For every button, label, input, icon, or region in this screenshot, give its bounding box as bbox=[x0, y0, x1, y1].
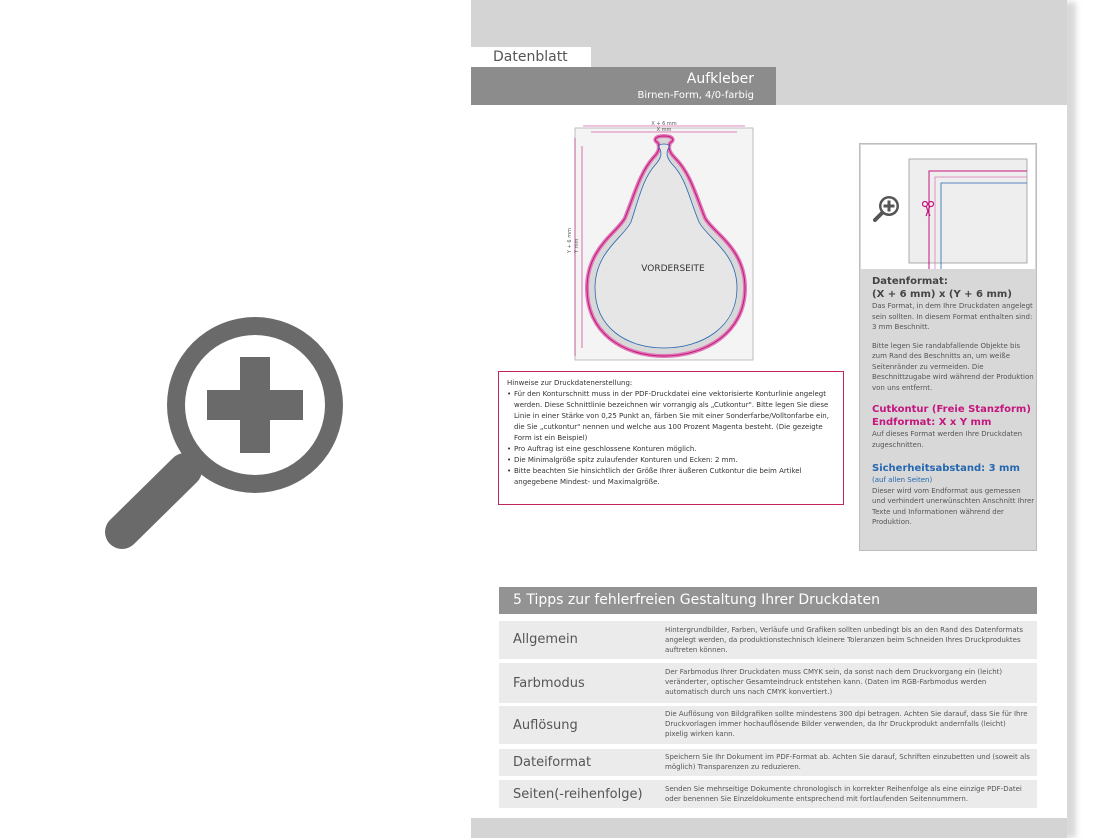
tip-label: Auflösung bbox=[513, 718, 578, 733]
product-title-band bbox=[471, 67, 776, 105]
end-format-text: Auf dieses Format werden Ihre Druckdaten zugeschnitten. bbox=[872, 430, 1023, 449]
pear-template-diagram bbox=[565, 118, 765, 363]
sheet-bottom-band bbox=[471, 818, 1067, 838]
safety-sub: (auf allen Seiten) bbox=[872, 476, 933, 484]
dim-x-inner: X mm bbox=[656, 127, 672, 133]
format-heading: Datenformat: bbox=[872, 276, 948, 287]
datasheet-tab: Datenblatt bbox=[471, 47, 591, 67]
bleed-text: Bitte legen Sie randabfallende Objekte bis zum Rand des Beschnitts an, um weiße Seitenränder zu vermeiden. Die Beschnittzugabe wird während der Produktion von uns entfernt. bbox=[872, 341, 1034, 392]
side-label: VORDERSEITE bbox=[641, 264, 705, 274]
magnifier-plus-icon[interactable] bbox=[100, 300, 360, 560]
tips-row bbox=[499, 663, 1037, 703]
dim-y-outer: Y + 6 mm bbox=[567, 228, 573, 253]
notes-item: • Pro Auftrag ist eine geschlossene Konturen möglich. bbox=[507, 444, 835, 455]
tip-label: Allgemein bbox=[513, 632, 578, 647]
format-value: (X + 6 mm) x (Y + 6 mm) bbox=[872, 289, 1012, 300]
magnifier-plus-icon[interactable] bbox=[872, 194, 902, 224]
product-subtitle: Birnen-Form, 4/0-farbig bbox=[637, 90, 754, 101]
tip-text: Senden Sie mehrseitige Dokumente chronologisch in korrekter Reihenfolge als eine einzige PDF-Datei oder benennen Sie Einzeldokumente entsprechend mit fortlaufenden Seitennummern. bbox=[665, 785, 1022, 803]
dim-y-inner: Y mm bbox=[574, 238, 580, 253]
product-title: Aufkleber bbox=[686, 71, 754, 87]
format-text: Das Format, in dem Ihre Druckdaten angelegt sein sollten. In diesem Format enthalten sind: 3 mm Beschnitt. bbox=[872, 302, 1033, 331]
tip-label: Dateiformat bbox=[513, 755, 592, 770]
tips-row bbox=[499, 780, 1037, 808]
tips-heading: 5 Tipps zur fehlerfreien Gestaltung Ihrer Druckdaten bbox=[499, 587, 1037, 614]
end-format: Endformat: X x Y mm bbox=[872, 417, 992, 428]
notes-item: • Für den Konturschnitt muss in der PDF-Druckdatei eine vektorisierte Konturlinie angelegt werden. Diese Schnittlinie bezeichnen wir vorrangig als „Cutkontur". Bitte legen Sie diese Linie in einer Stärke von 0,25 Punkt an, färben Sie mit einer Sonderfarbe/Volltonfarbe ein, die Sie „cutkontur" nennen und welche aus 100 Prozent Magenta besteht. (Die gezeigte Form ist ein Beispiel) bbox=[507, 389, 835, 444]
tip-label: Farbmodus bbox=[513, 676, 585, 691]
safety-text: Dieser wird vom Endformat aus gemessen und verhindert unerwünschten Anschnitt Ihrer Texte und Informationen während der Produktion. bbox=[872, 486, 1035, 526]
scissors-icon bbox=[922, 201, 934, 217]
notes-item: • Bitte beachten Sie hinsichtlich der Größe Ihrer äußeren Cutkontur die beim Artikel angegebene Mindest- und Maximalgröße. bbox=[507, 466, 835, 488]
print-notes-box bbox=[498, 371, 844, 505]
tip-label: Seiten(-reihenfolge) bbox=[513, 787, 643, 802]
cut-heading: Cutkontur (Freie Stanzform) bbox=[872, 404, 1031, 415]
safety-heading: Sicherheitsabstand: 3 mm bbox=[872, 463, 1020, 474]
dim-x-outer: X + 6 mm bbox=[651, 121, 677, 127]
tip-text: Der Farbmodus Ihrer Druckdaten muss CMYK sein, da sonst nach dem Druckvorgang ein (leicht) veränderter, optischer Gesamteindruck entstehen kann. (Daten im RGB-Farbmodus werden automatisch durch uns nach CMYK konvertiert.) bbox=[665, 668, 1003, 696]
notes-heading: Hinweise zur Druckdatenerstellung: bbox=[507, 379, 633, 387]
tips-row bbox=[499, 621, 1037, 659]
tip-text: Speichern Sie Ihr Dokument im PDF-Format ab. Achten Sie darauf, Schriften einzubetten und (soweit als möglich) Transparenzen zu reduzieren. bbox=[665, 753, 1030, 771]
tip-text: Hintergrundbilder, Farben, Verläufe und Grafiken sollten unbedingt bis an den Rand des Datenformats angelegt werden, da produktionstechnisch kleinere Toleranzen beim Schneiden Ihres Druckproduktes auftreten können. bbox=[665, 626, 1024, 654]
tip-text: Die Auflösung von Bildgrafiken sollte mindestens 300 dpi betragen. Achten Sie darauf, dass Sie für Ihre Druckvorlagen immer hochauflösende Bilder verwenden, da Ihr Druckprodukt andernfalls (leicht) pixelig wirken kann. bbox=[665, 710, 1028, 738]
format-legend-text bbox=[872, 275, 1036, 528]
tips-row bbox=[499, 706, 1037, 744]
notes-item: • Die Minimalgröße spitz zulaufender Konturen und Ecken: 2 mm. bbox=[507, 455, 835, 466]
tips-row bbox=[499, 749, 1037, 776]
